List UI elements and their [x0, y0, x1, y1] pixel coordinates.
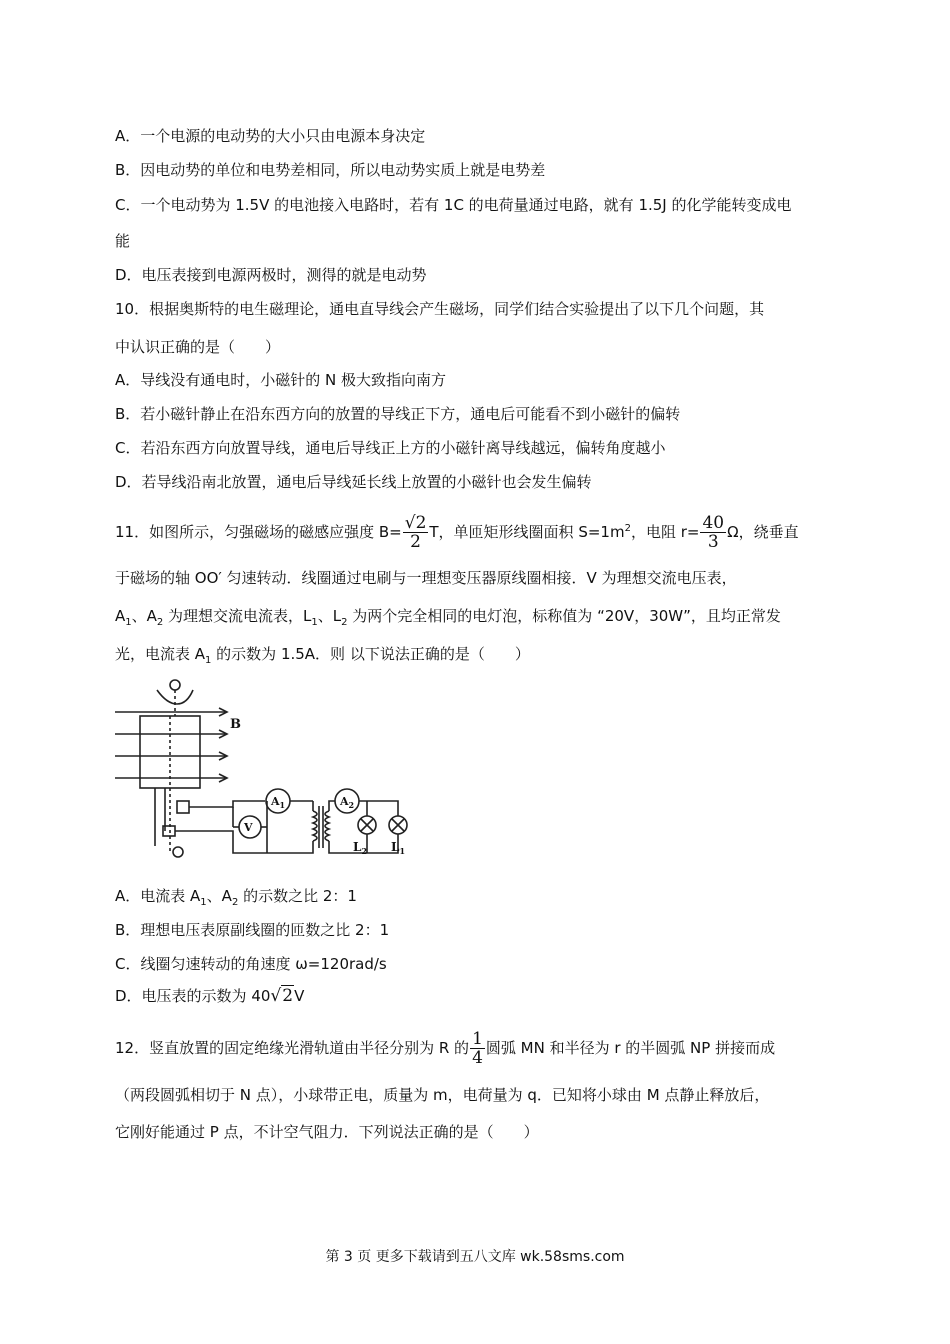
q11-stem4-part2: 的示数为 1.5A．则 以下说法正确的是（ ）	[211, 645, 530, 663]
primary-coil	[313, 811, 317, 841]
q10-stem-line1: 10．根据奥斯特的电生磁理论，通电直导线会产生磁场，同学们结合实验提出了以下几个问题，其	[115, 300, 765, 318]
q9-option-c-line1: C．一个电动势为 1.5V 的电池接入电路时，若有 1C 的电荷量通过电路，就有 1.5J 的化学能转变成电	[115, 196, 792, 214]
q11-opt-a-sub2: 2	[231, 897, 239, 908]
q11-a1-sub: 1	[125, 617, 132, 628]
page-footer: 第 3 页 更多下载请到五八文库 wk.58sms.com	[325, 1249, 625, 1265]
q11-l2-label: 、L	[317, 607, 342, 625]
q11-stem-line2: 于磁场的轴 OO′ 匀速转动．线圈通过电刷与一理想变压器原线圈相接．V 为理想交流电压表，	[115, 569, 737, 587]
circuit-figure	[115, 676, 415, 866]
brush-upper	[177, 801, 189, 813]
q11-opt-a-part1: A．电流表 A	[115, 887, 201, 905]
sqrt-icon: √	[404, 513, 416, 533]
q11-r-numerator: 40	[702, 513, 725, 533]
q9-option-b: B．因电动势的单位和电势差相同，所以电动势实质上就是电势差	[115, 161, 546, 179]
q11-opt-d-sqrt	[270, 985, 294, 1006]
q10-option-c: C．若沿东西方向放置导线，通电后导线正上方的小磁针离导线越远，偏转角度越小	[115, 439, 666, 457]
q11-l1-sub: 1	[311, 617, 318, 628]
q12-stem-line2: （两段圆弧相切于 N 点），小球带正电，质量为 m，电荷量为 q．已知将小球由 M 点静止释放后，	[115, 1086, 770, 1104]
q9-option-a: A．一个电源的电动势的大小只由电源本身决定	[115, 127, 426, 145]
q11-opt-d-radicand: 2	[282, 986, 294, 1006]
q11-a1-label: A	[115, 607, 126, 625]
q11-area-exponent: 2	[624, 523, 631, 534]
q11-stem-part3: ，电阻 r=	[630, 523, 700, 541]
q12-stem-part2: 圆弧 MN 和半径为 r 的半圆弧 NP 拼接而成	[485, 1039, 776, 1057]
q11-stem-part2: T，单匝矩形线圈面积 S=1m	[429, 523, 625, 541]
q11-stem-part4: Ω，绕垂直	[727, 523, 799, 541]
q12-quarter-fraction	[470, 1030, 485, 1067]
q12-stem-line1	[115, 1030, 775, 1067]
q11-l2-sub: 2	[341, 617, 348, 628]
label-l2: $L_2$	[353, 840, 368, 856]
label-a2: $A_2$	[340, 795, 355, 810]
q11-l1-label: 为理想交流电流表，L	[163, 607, 312, 625]
q11-b-denominator: 2	[410, 532, 421, 552]
q11-opt-a-sub1: 1	[200, 897, 207, 908]
q12-frac-num: 1	[472, 1029, 483, 1049]
q11-b-fraction	[403, 514, 429, 551]
q11-a2-label: 、A	[131, 607, 157, 625]
primary-wire-top	[189, 801, 265, 807]
label-l1: $L_1$	[391, 840, 406, 856]
q11-b-numerator: 2	[415, 513, 427, 533]
q11-stem4-sub: 1	[205, 655, 212, 666]
q11-opt-d-part1: D．电压表的示数为 40	[115, 987, 271, 1005]
axis-o-bottom-icon	[173, 847, 183, 857]
label-a1: $A_1$	[271, 795, 286, 810]
sqrt-icon: √	[270, 986, 282, 1006]
q11-stem4-part1: 光，电流表 A	[115, 645, 206, 663]
q11-r-fraction	[700, 514, 726, 551]
q11-opt-d-part2: V	[294, 987, 305, 1005]
label-v: V	[244, 821, 253, 834]
q11-a2-sub: 2	[156, 617, 164, 628]
q9-option-d: D．电压表接到电源两极时，测得的就是电动势	[115, 266, 427, 284]
q11-stem-line3	[115, 606, 781, 633]
q11-r-denominator: 3	[707, 532, 719, 552]
q11-opt-a-part3: 的示数之比 2：1	[238, 887, 357, 905]
q11-stem-line1	[115, 514, 799, 551]
q12-frac-den: 4	[472, 1048, 483, 1068]
axis-o-top-icon	[170, 680, 180, 690]
q10-stem-line2: 中认识正确的是（ ）	[115, 338, 281, 356]
q11-stem-line4	[115, 644, 530, 671]
q11-option-b: B．理想电压表原副线圈的匝数之比 2：1	[115, 921, 390, 939]
secondary-wire-top-stub	[329, 801, 335, 811]
q10-option-d: D．若导线沿南北放置，通电后导线延长线上放置的小磁针也会发生偏转	[115, 473, 592, 491]
q11-opt-a-part2: 、A	[206, 887, 232, 905]
q11-option-d	[115, 986, 304, 1006]
q11-stem-part1: 11．如图所示，匀强磁场的磁感应强度 B=	[115, 523, 402, 541]
q9-option-c-line2: 能	[115, 232, 131, 250]
q12-stem-part1: 12．竖直放置的固定绝缘光滑轨道由半径分别为 R 的	[115, 1039, 470, 1057]
q11-option-a	[115, 886, 357, 913]
secondary-coil	[325, 811, 329, 841]
primary-wire-bottom	[175, 831, 313, 853]
q10-option-a: A．导线没有通电时，小磁针的 N 极大致指向南方	[115, 371, 447, 389]
q11-stem-line3-rest: 为两个完全相同的电灯泡，标称值为 “20V，30W”，且均正常发	[347, 607, 781, 625]
q10-option-b: B．若小磁针静止在沿东西方向的放置的导线正下方，通电后可能看不到小磁针的偏转	[115, 405, 681, 423]
label-b: B	[230, 717, 241, 732]
q12-stem-line3: 它刚好能通过 P 点，不计空气阻力．下列说法正确的是（ ）	[115, 1123, 539, 1141]
q11-option-c: C．线圈匀速转动的角速度 ω=120rad/s	[115, 955, 387, 973]
